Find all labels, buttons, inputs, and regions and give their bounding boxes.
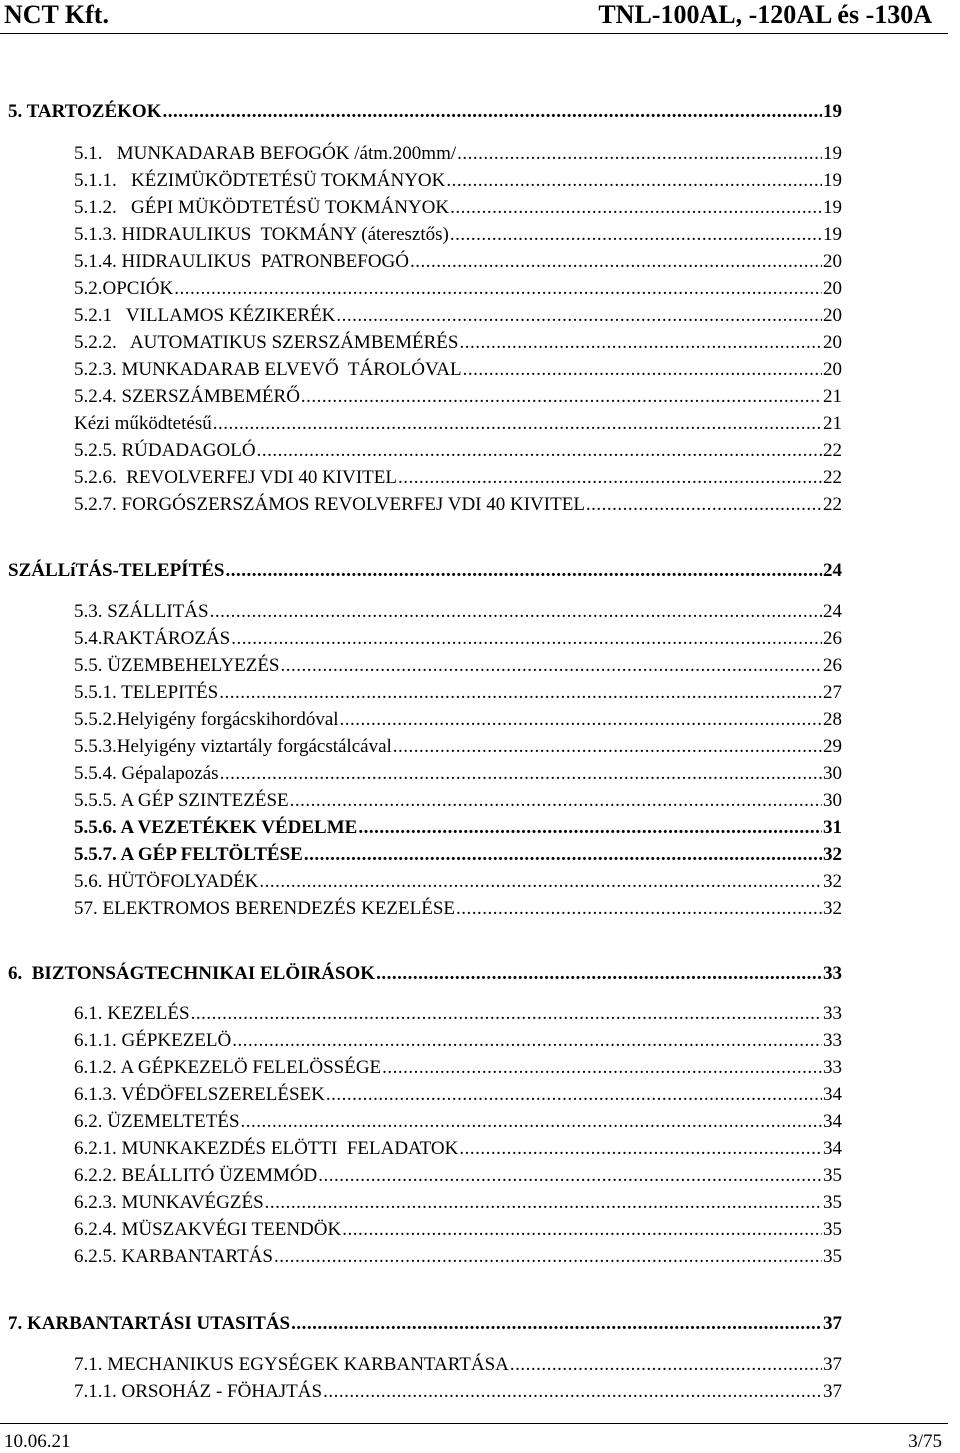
toc-entry-page: 30 [823, 790, 842, 811]
toc-leader-dots [259, 870, 822, 894]
toc-entry[interactable] [8, 100, 842, 124]
toc-entry-page: 35 [823, 1246, 842, 1267]
toc-leader-dots [586, 493, 822, 517]
toc-leader-dots [301, 385, 822, 409]
toc-entry-page: 32 [823, 898, 842, 919]
toc-entry[interactable] [74, 1137, 842, 1161]
toc-leader-dots [376, 962, 822, 986]
toc-entry[interactable] [74, 627, 842, 651]
footer-page-number: 3/75 [908, 1431, 942, 1452]
toc-leader-dots [340, 708, 822, 732]
toc-entry-label: 6.2. ÜZEMELTETÉS [74, 1111, 240, 1132]
toc-entry-page: 21 [823, 386, 842, 407]
toc-leader-dots [291, 1312, 822, 1336]
toc-entry-page: 26 [823, 628, 842, 649]
toc-entry-label: 5.5.5. A GÉP SZINTEZÉSE [74, 790, 289, 811]
toc-entry-page: 27 [823, 682, 842, 703]
toc-entry-page: 34 [823, 1138, 842, 1159]
toc-leader-dots [459, 331, 822, 355]
toc-entry-label: 5.1.3. HIDRAULIKUS TOKMÁNY (áteresztős) [74, 224, 449, 245]
toc-leader-dots [257, 439, 822, 463]
toc-entry-page: 35 [823, 1219, 842, 1240]
toc-entry-label: 5.5.3.Helyigény viztartály forgácstálcával [74, 736, 392, 757]
toc-leader-dots [210, 600, 822, 624]
toc-entry-page: 24 [823, 560, 842, 581]
toc-entry-page: 31 [823, 817, 842, 838]
toc-entry-page: 32 [823, 844, 842, 865]
header-rule [0, 33, 948, 34]
toc-leader-dots [290, 789, 822, 813]
toc-entry-page: 20 [823, 359, 842, 380]
toc-entry[interactable] [74, 762, 842, 786]
toc-leader-dots [410, 250, 822, 274]
toc-entry-page: 26 [823, 655, 842, 676]
toc-leader-dots [265, 1191, 822, 1215]
header-company: NCT Kft. [4, 0, 109, 29]
toc-entry-label: 5.1.2. GÉPI MÜKÖDTETÉSÜ TOKMÁNYOK [74, 197, 450, 218]
toc-entry[interactable] [74, 358, 842, 382]
toc-entry[interactable] [74, 1380, 842, 1404]
toc-entry-label: 5.2.2. AUTOMATIKUS SZERSZÁMBEMÉRÉS [74, 332, 459, 353]
toc-entry[interactable] [74, 142, 842, 166]
toc-entry-page: 19 [823, 224, 842, 245]
toc-entry[interactable] [74, 439, 842, 463]
toc-entry[interactable] [74, 843, 842, 867]
toc-entry-label: 6.1.1. GÉPKEZELÖ [74, 1030, 232, 1051]
toc-entry[interactable] [74, 600, 842, 624]
toc-entry[interactable] [74, 169, 842, 193]
toc-leader-dots [219, 681, 822, 705]
toc-entry[interactable] [74, 870, 842, 894]
toc-entry-label: 5.1.1. KÉZIMÜKÖDTETÉSÜ TOKMÁNYOK [74, 170, 446, 191]
toc-entry-label: 7.1. MECHANIKUS EGYSÉGEK KARBANTARTÁSA [74, 1354, 509, 1375]
toc-leader-dots [358, 816, 822, 840]
toc-entry[interactable] [74, 1191, 842, 1215]
toc-entry-label: 6.2.5. KARBANTARTÁS [74, 1246, 273, 1267]
toc-leader-dots [318, 1164, 822, 1188]
toc-entry[interactable] [74, 385, 842, 409]
toc-entry-label: 6. BIZTONSÁGTECHNIKAI ELÖIRÁSOK [8, 963, 376, 984]
toc-entry-page: 20 [823, 251, 842, 272]
toc-entry-label: 5.2.3. MUNKADARAB ELVEVŐ TÁROLÓVAL [74, 359, 462, 380]
toc-entry-label: 5.2.1 VILLAMOS KÉZIKERÉK [74, 305, 336, 326]
toc-entry-page: 33 [823, 963, 842, 984]
toc-entry-label: 5.5.6. A VEZETÉKEK VÉDELME [74, 817, 358, 838]
toc-leader-dots [446, 169, 822, 193]
toc-entry-label: 5.3. SZÁLLITÁS [74, 601, 209, 622]
toc-leader-dots [342, 1218, 822, 1242]
toc-entry-label: 57. ELEKTROMOS BERENDEZÉS KEZELÉSE [74, 898, 456, 919]
toc-entry[interactable] [74, 1245, 842, 1269]
toc-entry[interactable] [74, 250, 842, 274]
toc-leader-dots [459, 1137, 822, 1161]
toc-leader-dots [382, 1056, 822, 1080]
toc-entry-label: 5.2.4. SZERSZÁMBEMÉRŐ [74, 386, 300, 407]
toc-leader-dots [304, 843, 822, 867]
page-footer [0, 1423, 960, 1453]
toc-leader-dots [281, 654, 823, 678]
footer-rule [0, 1423, 948, 1424]
toc-entry[interactable] [74, 816, 842, 840]
toc-entry[interactable] [74, 1353, 842, 1377]
toc-entry-label: 5.5. ÜZEMBEHELYEZÉS [74, 655, 280, 676]
toc-entry-page: 21 [823, 413, 842, 434]
toc-leader-dots [162, 100, 822, 124]
toc-entry-page: 20 [823, 332, 842, 353]
toc-entry[interactable] [74, 1083, 842, 1107]
toc-entry-label: 6.2.2. BEÁLLITÓ ÜZEMMÓD [74, 1165, 318, 1186]
toc-entry-label: 5.2.7. FORGÓSZERSZÁMOS REVOLVERFEJ VDI 40 KIVITEL [74, 494, 585, 515]
toc-entry[interactable] [74, 681, 842, 705]
toc-entry-page: 35 [823, 1192, 842, 1213]
toc-leader-dots [220, 762, 822, 786]
toc-leader-dots [191, 1002, 822, 1026]
toc-entry-page: 37 [823, 1313, 842, 1334]
toc-leader-dots [463, 358, 822, 382]
toc-leader-dots [241, 1110, 822, 1134]
toc-entry-page: 34 [823, 1111, 842, 1132]
toc-leader-dots [174, 277, 822, 301]
toc-entry-page: 30 [823, 763, 842, 784]
toc-leader-dots [326, 1083, 822, 1107]
toc-leader-dots [456, 897, 822, 921]
toc-entry-page: 24 [823, 601, 842, 622]
toc-entry[interactable] [74, 1056, 842, 1080]
toc-entry[interactable] [74, 277, 842, 301]
toc-entry-page: 20 [823, 305, 842, 326]
toc-entry-label: 5.1. MUNKADARAB BEFOGÓK /átm.200mm/ [74, 143, 457, 164]
toc-entry[interactable] [74, 708, 842, 732]
toc-entry-label: 5.2.5. RÚDADAGOLÓ [74, 440, 256, 461]
toc-leader-dots [398, 466, 822, 490]
toc-entry-label: 5.6. HÜTÖFOLYADÉK [74, 871, 259, 892]
toc-entry-page: 37 [823, 1354, 842, 1375]
toc-entry[interactable] [8, 1312, 842, 1336]
toc-leader-dots [232, 1029, 822, 1053]
toc-entry-label: 6.1. KEZELÉS [74, 1003, 190, 1024]
toc-leader-dots [213, 412, 822, 436]
toc-entry-page: 33 [823, 1030, 842, 1051]
toc-entry-page: 35 [823, 1165, 842, 1186]
toc-leader-dots [393, 735, 822, 759]
toc-leader-dots [450, 196, 822, 220]
toc-entry-page: 33 [823, 1057, 842, 1078]
toc-entry-page: 20 [823, 278, 842, 299]
toc-entry-label: 6.2.3. MUNKAVÉGZÉS [74, 1192, 264, 1213]
toc-entry-label: 5.5.1. TELEPITÉS [74, 682, 219, 703]
toc-entry[interactable] [74, 735, 842, 759]
toc-entry-label: 6.2.1. MUNKAKEZDÉS ELÖTTI FELADATOK [74, 1138, 459, 1159]
toc-entry-label: 5.5.2.Helyigény forgácskihordóval [74, 709, 339, 730]
toc-entry[interactable] [74, 493, 842, 517]
toc-leader-dots [457, 142, 822, 166]
toc-entry-label: 6.1.2. A GÉPKEZELÖ FELELÖSSÉGE [74, 1057, 382, 1078]
toc-entry-page: 32 [823, 871, 842, 892]
toc-entry-page: 22 [823, 494, 842, 515]
toc-leader-dots [323, 1380, 822, 1404]
toc-entry-page: 22 [823, 467, 842, 488]
toc-entry[interactable] [74, 412, 842, 436]
toc-entry-label: 5.5.4. Gépalapozás [74, 763, 219, 784]
toc-entry-page: 37 [823, 1381, 842, 1402]
toc-leader-dots [510, 1353, 822, 1377]
toc-entry-label: 7.1.1. ORSOHÁZ - FÖHAJTÁS [74, 1381, 323, 1402]
toc-entry[interactable] [74, 466, 842, 490]
header-model: TNL-100AL, -120AL és -130A [598, 0, 932, 29]
toc-entry[interactable] [74, 196, 842, 220]
toc-entry-label: 5.1.4. HIDRAULIKUS PATRONBEFOGÓ [74, 251, 409, 272]
toc-entry-label: 5.2.6. REVOLVERFEJ VDI 40 KIVITEL [74, 467, 397, 488]
toc-entry-page: 19 [823, 197, 842, 218]
toc-entry[interactable] [74, 1164, 842, 1188]
toc-entry[interactable] [74, 1029, 842, 1053]
toc-entry-page: 34 [823, 1084, 842, 1105]
toc-entry-page: 22 [823, 440, 842, 461]
toc-entry-label: SZÁLLíTÁS-TELEPÍTÉS [8, 560, 225, 581]
toc-entry[interactable] [74, 304, 842, 328]
toc-entry-label: 5.5.7. A GÉP FELTÖLTÉSE [74, 844, 303, 865]
toc-entry-page: 29 [823, 736, 842, 757]
toc-entry-page: 28 [823, 709, 842, 730]
toc-entry-label: 5. TARTOZÉKOK [8, 101, 162, 122]
toc-entry[interactable] [8, 962, 842, 986]
toc-entry[interactable] [74, 1002, 842, 1026]
toc-entry-page: 19 [823, 101, 842, 122]
toc-entry[interactable] [74, 331, 842, 355]
toc-entry-label: 7. KARBANTARTÁSI UTASITÁS [8, 1313, 291, 1334]
toc-entry-page: 19 [823, 143, 842, 164]
toc-entry-page: 19 [823, 170, 842, 191]
footer-date: 10.06.21 [4, 1431, 71, 1452]
toc-leader-dots [274, 1245, 822, 1269]
page-header [0, 0, 960, 40]
toc-entry-page: 33 [823, 1003, 842, 1024]
toc-entry[interactable] [74, 1110, 842, 1134]
toc-leader-dots [336, 304, 822, 328]
toc-entry[interactable] [74, 223, 842, 247]
toc-entry[interactable] [74, 789, 842, 813]
toc-entry[interactable] [74, 654, 842, 678]
toc-entry-label: 5.2.OPCIÓK [74, 278, 174, 299]
toc-leader-dots [231, 627, 822, 651]
toc-entry-label: 5.4.RAKTÁROZÁS [74, 628, 231, 649]
toc-entry-label: Kézi működtetésű [74, 413, 212, 434]
toc-entry[interactable] [74, 897, 842, 921]
toc-leader-dots [450, 223, 822, 247]
toc-entry-label: 6.1.3. VÉDÖFELSZERELÉSEK [74, 1084, 325, 1105]
toc-leader-dots [225, 559, 822, 583]
toc-entry[interactable] [8, 559, 842, 583]
toc-entry-label: 6.2.4. MÜSZAKVÉGI TEENDÖK [74, 1219, 342, 1240]
toc-entry[interactable] [74, 1218, 842, 1242]
